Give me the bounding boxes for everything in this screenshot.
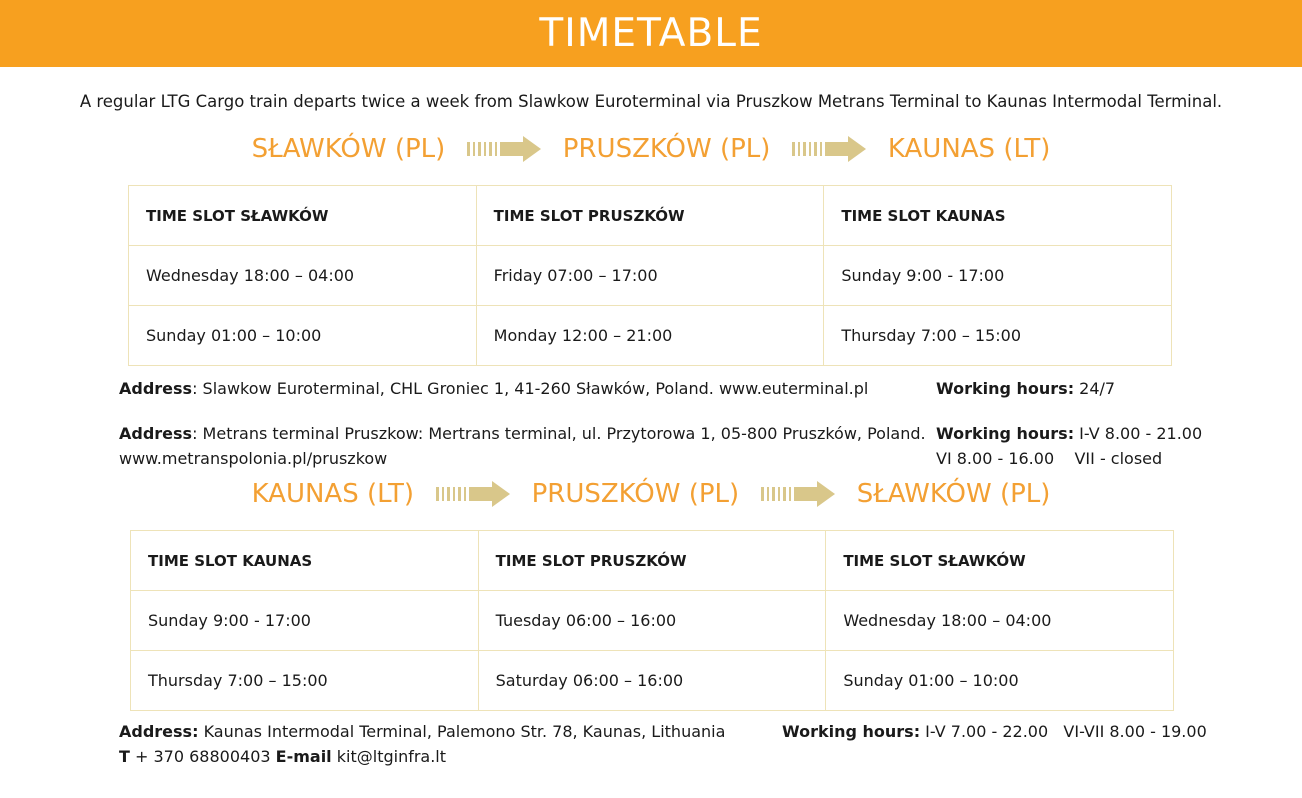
route-stop-slawkow: SŁAWKÓW (PL) [856,479,1051,509]
table-cell: Sunday 01:00 – 10:00 [129,306,477,366]
timetable-return [130,530,1174,711]
route-stop-kaunas: KAUNAS (LT) [887,134,1051,164]
pruszkow-address [119,421,926,471]
table-cell: Thursday 7:00 – 15:00 [824,306,1172,366]
column-header: TIME SLOT SŁAWKÓW [129,186,477,246]
column-header: TIME SLOT KAUNAS [131,531,479,591]
address-text: : Metrans terminal Pruszkow: Mertrans terminal, ul. Przytorowa 1, 05-800 Pruszków, Poland. [192,424,926,443]
kaunas-address [119,719,725,769]
table-cell: Tuesday 06:00 – 16:00 [478,591,826,651]
pruszkow-hours [936,421,1202,471]
table-cell: Wednesday 18:00 – 04:00 [826,591,1174,651]
table-row [129,246,1172,306]
email-label: E-mail [275,747,332,766]
column-header: TIME SLOT PRUSZKÓW [478,531,826,591]
header-banner [0,0,1302,67]
table-cell: Friday 07:00 – 17:00 [476,246,824,306]
intro-text: A regular LTG Cargo train departs twice a week from Slawkow Euroterminal via Pruszkow Metrans Terminal to Kaunas Intermodal Terminal. [79,92,1223,111]
route-stop-kaunas: KAUNAS (LT) [251,479,415,509]
hours-label: Working hours: [936,379,1075,398]
route-stop-pruszkow: PRUSZKÓW (PL) [562,134,771,164]
phone-number: + 370 68800403 [129,747,276,766]
address-label: Address [119,379,193,398]
phone-label: T [119,747,130,766]
page-title: TIMETABLE [539,11,763,56]
address-label: Address: [119,722,199,741]
table-cell: Sunday 9:00 - 17:00 [824,246,1172,306]
table-cell: Sunday 01:00 – 10:00 [826,651,1174,711]
route-return [0,479,1302,509]
hours-label: Working hours: [782,722,921,741]
arrow-right-icon [792,136,866,162]
table-row [131,651,1174,711]
arrow-right-icon [761,481,835,507]
table-header-row [129,186,1172,246]
arrow-right-icon [436,481,510,507]
slawkow-hours [936,376,1115,401]
table-cell: Thursday 7:00 – 15:00 [131,651,479,711]
address-text: Kaunas Intermodal Terminal, Palemono Str. 78, Kaunas, Lithuania [198,722,726,741]
address-link: www.metranspolonia.pl/pruszkow [119,449,388,468]
route-outbound [0,134,1302,164]
route-stop-slawkow: SŁAWKÓW (PL) [251,134,446,164]
table-cell: Sunday 9:00 - 17:00 [131,591,479,651]
table-cell: Wednesday 18:00 – 04:00 [129,246,477,306]
route-stop-pruszkow: PRUSZKÓW (PL) [531,479,740,509]
table-row [129,306,1172,366]
table-cell: Monday 12:00 – 21:00 [476,306,824,366]
table-cell: Saturday 06:00 – 16:00 [478,651,826,711]
email-address: kit@ltginfra.lt [331,747,447,766]
hours-text: 24/7 [1074,379,1116,398]
slawkow-address [119,376,868,401]
address-text: : Slawkow Euroterminal, CHL Groniec 1, 41-260 Sławków, Poland. www.euterminal.pl [192,379,869,398]
kaunas-hours [782,719,1207,744]
hours-text: I-V 7.00 - 22.00 VI-VII 8.00 - 19.00 [920,722,1207,741]
arrow-right-icon [467,136,541,162]
timetable-outbound [128,185,1172,366]
table-header-row [131,531,1174,591]
column-header: TIME SLOT SŁAWKÓW [826,531,1174,591]
hours-label: Working hours: [936,424,1075,443]
hours-text-weekend: VI 8.00 - 16.00 VII - closed [936,449,1163,468]
address-label: Address [119,424,193,443]
column-header: TIME SLOT PRUSZKÓW [476,186,824,246]
column-header: TIME SLOT KAUNAS [824,186,1172,246]
table-row [131,591,1174,651]
hours-text: I-V 8.00 - 21.00 [1074,424,1203,443]
